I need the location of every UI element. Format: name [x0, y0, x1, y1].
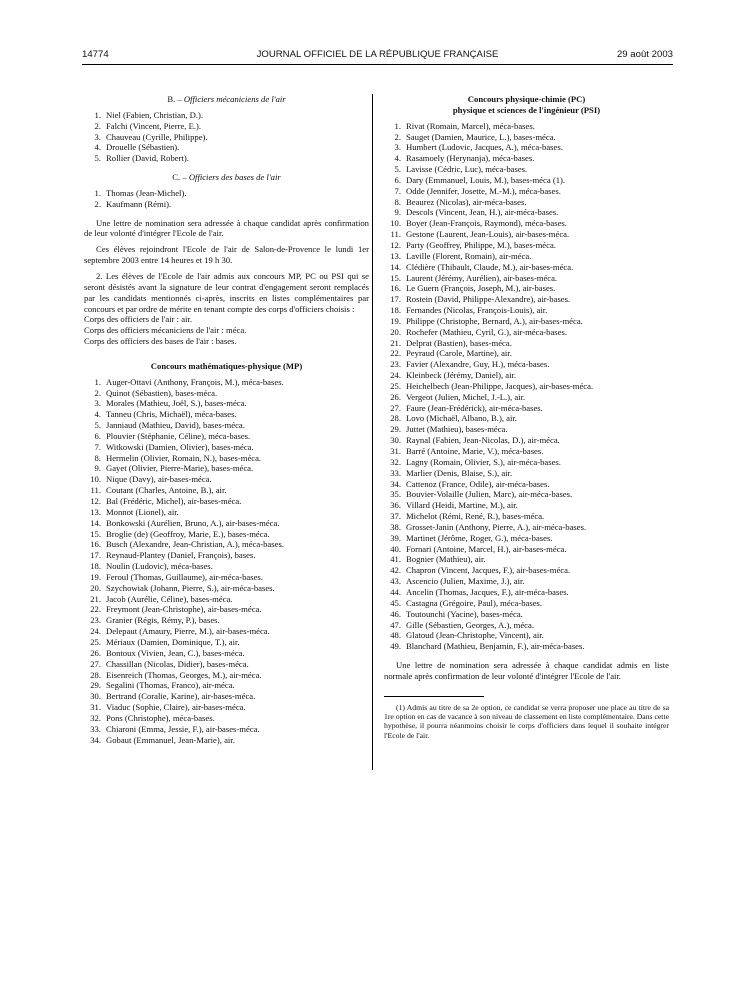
item-number: 3.: [94, 131, 101, 142]
item-number: 33.: [390, 467, 401, 478]
item-number: 35.: [390, 489, 401, 500]
item-text: Falchi (Vincent, Pierre, E.).: [106, 120, 202, 131]
item-text: Mériaux (Damien, Dominique, T.), air.: [106, 636, 240, 647]
list-item: [384, 468, 669, 479]
list-item: [84, 735, 369, 746]
item-text: Fernandes (Nicolas, François-Louis), air.: [406, 305, 548, 316]
item-text: Rasamoely (Herynanja), méca-bases.: [406, 153, 535, 164]
item-text: Ancelin (Thomas, Jacques, F.), air-méca-bases.: [406, 586, 569, 597]
list-item: [84, 615, 369, 626]
item-number: 7.: [94, 441, 101, 452]
item-number: 4.: [94, 142, 101, 153]
pc-title-line1: Concours physique-chimie (PC): [467, 94, 586, 104]
right-column: [384, 94, 669, 740]
list-item: [384, 316, 669, 327]
item-number: 14.: [90, 517, 101, 528]
item-number: 27.: [90, 658, 101, 669]
item-number: 41.: [390, 554, 401, 565]
item-text: Tanneu (Chris, Michaël), méca-bases.: [106, 409, 237, 420]
item-text: Michelot (Rémi, René, R.), bases-méca.: [406, 511, 545, 522]
list-item: [384, 424, 669, 435]
item-text: Cattenoz (France, Odile), air-méca-bases.: [406, 478, 550, 489]
item-number: 23.: [90, 615, 101, 626]
item-text: Delepaut (Amaury, Pierre, M.), air-bases-méca.: [106, 626, 270, 637]
list-item: [384, 413, 669, 424]
list-item: [84, 199, 369, 210]
item-number: 46.: [390, 608, 401, 619]
list-item: [84, 691, 369, 702]
list-item: [384, 132, 669, 143]
list-item: [384, 207, 669, 218]
item-number: 24.: [390, 370, 401, 381]
item-text: Kaufmann (Rémi).: [106, 198, 172, 209]
list-item: [384, 587, 669, 598]
item-number: 20.: [390, 326, 401, 337]
item-number: 3.: [394, 142, 401, 153]
item-text: Kleinbeck (Jérémy, Daniel), air.: [406, 370, 517, 381]
item-text: Bognier (Mathieu), air.: [406, 554, 486, 565]
item-text: Descols (Vincent, Jean, H.), air-méca-bases.: [406, 207, 559, 218]
list-item: [84, 702, 369, 713]
item-number: 31.: [90, 702, 101, 713]
list-item: [84, 626, 369, 637]
list-item: [384, 620, 669, 631]
item-text: Chauveau (Cyrille, Philippe).: [106, 131, 208, 142]
item-text: Laville (Florent, Romain), air-méca.: [406, 250, 532, 261]
item-number: 19.: [90, 571, 101, 582]
list-item: [384, 164, 669, 175]
item-text: Laurent (Jérémy, Aurélien), air-bases-méca.: [406, 272, 558, 283]
list-item: [84, 594, 369, 605]
item-number: 26.: [390, 391, 401, 402]
item-number: 32.: [390, 456, 401, 467]
list-item: [384, 348, 669, 359]
item-number: 11.: [390, 229, 401, 240]
list-item: [84, 659, 369, 670]
list-item: [84, 539, 369, 550]
list-item: [384, 175, 669, 186]
item-text: Humbert (Ludovic, Jacques, A.), méca-bases.: [406, 142, 563, 153]
list-item: [384, 544, 669, 555]
item-number: 13.: [390, 250, 401, 261]
list-item: [84, 518, 369, 529]
item-text: Philippe (Christophe, Bernard, A.), air-bases-méca.: [406, 315, 583, 326]
item-number: 29.: [90, 680, 101, 691]
item-text: Morales (Mathieu, Joël, S.), bases-méca.: [106, 398, 247, 409]
pc-list: [384, 121, 669, 652]
item-number: 6.: [94, 430, 101, 441]
item-text: Rollier (David, Robert).: [106, 153, 189, 164]
footnote-rule: [384, 696, 484, 697]
item-text: Bonkowski (Aurélien, Bruno, A.), air-bases-méca.: [106, 517, 280, 528]
item-text: Gestone (Laurent, Jean-Louis), air-bases-méca.: [406, 229, 570, 240]
item-number: 21.: [390, 337, 401, 348]
item-text: Witkowski (Damien, Olivier), bases-méca.: [106, 441, 254, 452]
item-text: Gobaut (Emmanuel, Jean-Marie), air.: [106, 734, 235, 745]
item-text: Jacob (Aurélie, Céline), bases-méca.: [106, 593, 233, 604]
list-item: [384, 522, 669, 533]
item-number: 49.: [390, 641, 401, 652]
item-text: Bal (Frédéric, Michel), air-bases-méca.: [106, 496, 242, 506]
replacement-paragraph: 2. Les élèves de l'Ecole de l'air admis aux concours MP, PC ou PSI qui se seront désistés avant la signature de leur contrat d'engagement seront remplacés par les candidats mentionnés ci-après, inscrits en listes complémentaires par concours et par ordre de mérite en tenant compte des corps d'officiers choisis :: [84, 270, 369, 314]
list-item: [384, 153, 669, 164]
list-item: [384, 511, 669, 522]
item-text: Drouelle (Sébastien).: [106, 142, 180, 153]
item-number: 24.: [90, 626, 101, 637]
item-number: 10.: [90, 474, 101, 485]
item-number: 45.: [390, 597, 401, 608]
list-item: [384, 446, 669, 457]
item-text: Vergeot (Julien, Michel, J.-L.), air.: [406, 391, 526, 402]
item-text: Villard (Heidi, Martine, M.), air.: [406, 500, 518, 511]
page-header: [82, 49, 673, 63]
item-number: 3.: [94, 398, 101, 409]
list-item: [384, 121, 669, 132]
list-item: [84, 409, 369, 420]
item-text: Noulin (Ludovic), méca-bases.: [106, 561, 213, 572]
item-text: Lagny (Romain, Olivier, S.), air-méca-bases.: [406, 456, 561, 467]
item-number: 4.: [394, 153, 401, 164]
item-text: Bontoux (Vivien, Jean, C.), bases-méca.: [106, 647, 245, 658]
item-number: 28.: [390, 413, 401, 424]
item-text: Sauget (Damien, Maurice, L.), bases-méca.: [406, 131, 556, 142]
list-item: [84, 463, 369, 474]
left-column: [84, 94, 369, 745]
item-number: 1.: [94, 109, 101, 120]
item-text: Hermelin (Olivier, Romain, N.), bases-méca.: [106, 452, 262, 463]
item-text: Busch (Alexandre, Jean-Christian, A.), méca-bases.: [106, 539, 284, 550]
item-text: Dary (Emmanuel, Louis, M.), bases-méca (1).: [406, 174, 566, 185]
list-item: [84, 572, 369, 583]
section-b-list: [84, 110, 369, 164]
item-text: Ascencio (Julien, Maxime, J.), air.: [406, 576, 525, 587]
item-text: Eisenreich (Thomas, Georges, M.), air-méca.: [106, 669, 262, 680]
item-number: 9.: [394, 207, 401, 218]
item-text: Auger-Ottavi (Anthony, François, M.), méca-bases.: [106, 376, 284, 387]
list-item: [384, 359, 669, 370]
item-number: 34.: [90, 734, 101, 745]
list-item: [384, 338, 669, 349]
list-item: [84, 474, 369, 485]
item-number: 14.: [390, 261, 401, 272]
item-text: Peyraud (Carole, Martine), air.: [406, 348, 512, 359]
item-number: 27.: [390, 402, 401, 413]
item-text: Barré (Antoine, Marie, V.), méca-bases.: [406, 446, 544, 456]
list-item: [84, 420, 369, 431]
list-item: [84, 431, 369, 442]
list-item: [384, 370, 669, 381]
item-text: Chassillan (Nicolas, Didier), bases-méca.: [106, 658, 249, 669]
item-text: Rivat (Romain, Marcel), méca-bases.: [406, 120, 535, 131]
item-text: Bertrand (Coralie, Karine), air-bases-méca.: [106, 691, 256, 702]
item-number: 21.: [90, 593, 101, 604]
list-item: [384, 641, 669, 652]
list-item: [384, 262, 669, 273]
list-item: [84, 121, 369, 132]
section-b-title: B. – Officiers mécaniciens de l'air: [167, 94, 286, 104]
item-text: Odde (Jennifer, Josette, M.-M.), méca-bases.: [406, 185, 561, 196]
item-number: 11.: [90, 485, 101, 496]
list-item: [384, 327, 669, 338]
item-text: Segalini (Thomas, Franco), air-méca.: [106, 680, 235, 691]
list-item: [384, 576, 669, 587]
list-item: [84, 485, 369, 496]
item-text: Party (Geoffrey, Philippe, M.), bases-méca.: [406, 239, 556, 250]
item-text: Beaurez (Nicolas), air-méca-bases.: [406, 196, 527, 207]
item-number: 1.: [94, 376, 101, 387]
list-item: [84, 670, 369, 681]
item-text: Toutounchi (Yacine), bases-méca.: [406, 608, 523, 619]
item-text: Lovo (Michaël, Albano, B.), air.: [406, 413, 517, 424]
item-number: 6.: [394, 174, 401, 185]
item-number: 5.: [94, 153, 101, 164]
item-number: 15.: [90, 528, 101, 539]
item-number: 29.: [390, 424, 401, 435]
item-text: Coutant (Charles, Antoine, B.), air.: [106, 485, 227, 496]
pc-title-line2: physique et sciences de l'ingénieur (PSI): [452, 104, 601, 115]
item-text: Thomas (Jean-Michel).: [106, 187, 187, 198]
item-text: Boyer (Jean-François, Raymond), méca-bases.: [406, 218, 567, 229]
list-item: [84, 648, 369, 659]
list-item: [84, 724, 369, 735]
list-item: [384, 598, 669, 609]
item-number: 15.: [390, 272, 401, 283]
list-item: [384, 403, 669, 414]
item-text: Clédière (Thibault, Claude, M.), air-bases-méca.: [406, 261, 574, 272]
item-text: Monnot (Lionel), air.: [106, 506, 179, 517]
list-item: [84, 188, 369, 199]
journal-title: JOURNAL OFFICIEL DE LA RÉPUBLIQUE FRANÇAISE: [256, 49, 499, 60]
list-item: [84, 637, 369, 648]
item-number: 33.: [90, 723, 101, 734]
item-text: Faure (Jean-Frédérick), air-méca-bases.: [406, 402, 543, 413]
item-text: Gille (Sébastien, Georges, A.), méca.: [406, 619, 534, 630]
item-text: Martinet (Jérôme, Roger, G.), méca-bases.: [406, 532, 553, 543]
item-number: 12.: [390, 239, 401, 250]
list-item: [384, 500, 669, 511]
item-number: 38.: [390, 521, 401, 532]
item-number: 9.: [94, 463, 101, 474]
item-number: 43.: [390, 576, 401, 587]
item-number: 1.: [94, 187, 101, 198]
item-number: 34.: [390, 478, 401, 489]
item-text: Grosset-Janin (Anthony, Pierre, A.), air-méca-bases.: [406, 521, 587, 532]
list-item: [84, 453, 369, 464]
list-item: [384, 197, 669, 208]
item-text: Granier (Régis, Rémy, P.), bases.: [106, 615, 220, 626]
item-text: Janniaud (Mathieu, David), bases-méca.: [106, 420, 245, 431]
list-item: [384, 457, 669, 468]
list-item: [84, 550, 369, 561]
list-item: [384, 273, 669, 284]
list-item: [384, 229, 669, 240]
list-item: [84, 680, 369, 691]
corps-lines: [84, 314, 369, 347]
item-text: Chapron (Vincent, Jacques, F.), air-bases-méca.: [406, 565, 571, 576]
item-number: 32.: [90, 712, 101, 723]
item-number: 36.: [390, 500, 401, 511]
list-item: [84, 132, 369, 143]
list-item: [84, 604, 369, 615]
nomination-paragraph: Une lettre de nomination sera adressée à chaque candidat après confirmation de leur volonté d'intégrer l'Ecole de l'air.: [84, 217, 369, 239]
item-text: Glatoud (Jean-Christophe, Vincent), air.: [406, 630, 544, 641]
closing-paragraph: Une lettre de nomination sera adressée à chaque candidat admis en liste normale après confirmation de leur volonté d'intégrer l'Ecole de l'air.: [384, 660, 669, 681]
section-c-list: [84, 188, 369, 210]
item-number: 8.: [94, 452, 101, 463]
item-text: Delprat (Bastien), bases-méca.: [406, 337, 512, 348]
list-item: [384, 240, 669, 251]
list-item: [84, 529, 369, 540]
list-item: [384, 533, 669, 544]
item-number: 42.: [390, 565, 401, 576]
item-text: Szychowiak (Johann, Pierre, S.), air-méca-bases.: [106, 582, 275, 593]
item-number: 2.: [94, 198, 101, 209]
item-number: 25.: [90, 636, 101, 647]
item-number: 30.: [90, 691, 101, 702]
item-text: Pons (Christophe), méca-bases.: [106, 712, 215, 723]
list-item: [84, 142, 369, 153]
item-text: Plouvier (Stéphanie, Céline), méca-bases.: [106, 430, 251, 441]
item-number: 39.: [390, 532, 401, 543]
item-text: Niel (Fabien, Christian, D.).: [106, 109, 204, 120]
item-number: 25.: [390, 380, 401, 391]
item-number: 28.: [90, 669, 101, 680]
section-c-title: C. – Officiers des bases de l'air: [172, 172, 281, 183]
list-item: [384, 381, 669, 392]
item-number: 18.: [390, 305, 401, 316]
item-number: 20.: [90, 582, 101, 593]
list-item: [384, 142, 669, 153]
item-number: 31.: [390, 446, 401, 456]
item-text: Raynal (Fabien, Jean-Nicolas, D.), air-méca.: [406, 435, 560, 446]
list-item: [84, 153, 369, 164]
list-item: [384, 565, 669, 576]
item-number: 19.: [390, 315, 401, 326]
item-number: 47.: [390, 619, 401, 630]
item-number: 17.: [390, 294, 401, 305]
list-item: [84, 442, 369, 453]
header-rule: [82, 64, 673, 65]
list-item: [384, 435, 669, 446]
list-item: [384, 479, 669, 490]
item-number: 8.: [394, 196, 401, 207]
item-text: Juttet (Mathieu), bases-méca.: [406, 424, 508, 435]
item-number: 16.: [390, 283, 401, 294]
page-number: 14774: [82, 49, 109, 60]
item-text: Marlier (Denis, Blaise, S.), air.: [406, 467, 513, 478]
list-item: [384, 218, 669, 229]
list-item: [384, 609, 669, 620]
item-number: 5.: [94, 420, 101, 431]
list-item: [84, 496, 369, 507]
item-number: 22.: [90, 604, 101, 615]
item-number: 17.: [90, 550, 101, 561]
item-number: 13.: [90, 506, 101, 517]
item-number: 10.: [390, 218, 401, 229]
item-text: Rochefer (Mathieu, Cyril, G.), air-méca-bases.: [406, 326, 568, 337]
list-item: [384, 294, 669, 305]
item-text: Freymont (Jean-Christophe), air-bases-méca.: [106, 604, 262, 615]
list-item: [84, 561, 369, 572]
item-text: Broglie (de) (Geoffroy, Marie, E.), bases-méca.: [106, 528, 270, 539]
item-number: 2.: [94, 387, 101, 398]
footnote: (1) Admis au titre de sa 2e option, ce candidat se verra proposer une place au titre de sa 1re option en cas de vacance à son niveau de classement en liste complémentaire. Dans cette hypothèse, il pourra néanmoins choisir le corps d'officiers dans lequel il souhaite intégrer l'Ecole de l'air.: [384, 702, 669, 740]
item-number: 5.: [394, 164, 401, 175]
mp-list: [84, 377, 369, 746]
item-number: 30.: [390, 435, 401, 446]
item-number: 26.: [90, 647, 101, 658]
list-item: [384, 283, 669, 294]
item-text: Heichelbech (Jean-Philippe, Jacques), air-bases-méca.: [406, 380, 594, 391]
item-number: 4.: [94, 409, 101, 420]
item-number: 48.: [390, 630, 401, 641]
item-text: Chiaroni (Emma, Jessie, F.), air-bases-méca.: [106, 723, 260, 734]
item-text: Bouvier-Volaille (Julien, Marc), air-méca-bases.: [406, 489, 573, 500]
list-item: [84, 583, 369, 594]
column-divider: [372, 94, 373, 770]
item-number: 7.: [394, 185, 401, 196]
item-number: 16.: [90, 539, 101, 550]
list-item: [384, 630, 669, 641]
list-item: [384, 392, 669, 403]
list-item: [84, 388, 369, 399]
item-text: Lavisse (Cédric, Luc), méca-bases.: [406, 164, 528, 175]
item-number: 23.: [390, 359, 401, 370]
item-number: 1.: [394, 120, 401, 131]
list-item: [384, 186, 669, 197]
item-text: Feroul (Thomas, Guillaume), air-méca-bases.: [106, 571, 263, 582]
list-item: [84, 713, 369, 724]
corps-line: Corps des officiers des bases de l'air : bases.: [84, 336, 237, 347]
item-number: 2.: [394, 131, 401, 142]
list-item: [84, 507, 369, 518]
item-text: Favier (Alexandre, Guy, H.), méca-bases.: [406, 359, 550, 370]
item-text: Nique (Davy), air-bases-méca.: [106, 474, 212, 485]
list-item: [384, 305, 669, 316]
list-item: [84, 377, 369, 388]
corps-line: Corps des officiers mécaniciens de l'air : méca.: [84, 325, 247, 336]
item-text: Quinot (Sébastien), bases-méca.: [106, 387, 218, 398]
item-text: Blanchard (Mathieu, Benjamin, F.), air-méca-bases.: [406, 641, 585, 652]
item-text: Le Guern (François, Joseph, M.), air-bases.: [406, 283, 556, 294]
item-text: Rostein (David, Philippe-Alexandre), air-bases.: [406, 294, 571, 305]
item-text: Viaduc (Sophie, Claire), air-bases-méca.: [106, 702, 246, 713]
list-item: [384, 554, 669, 565]
item-number: 2.: [94, 120, 101, 131]
item-number: 44.: [390, 586, 401, 597]
item-number: 18.: [90, 561, 101, 572]
item-number: 40.: [390, 543, 401, 554]
item-number: 22.: [390, 348, 401, 359]
item-text: Castagna (Grégoire, Paul), méca-bases.: [406, 597, 543, 608]
item-number: 12.: [90, 496, 101, 506]
item-number: 37.: [390, 511, 401, 522]
mp-title: Concours mathématiques-physique (MP): [150, 360, 303, 371]
item-text: Gayet (Olivier, Pierre-Marie), bases-méca.: [106, 463, 254, 474]
arrival-paragraph: Ces élèves rejoindront l'Ecole de l'air de Salon-de-Provence le lundi 1er septembre 2003 entre 14 heures et 19 h 30.: [84, 244, 369, 266]
list-item: [84, 398, 369, 409]
publication-date: 29 août 2003: [616, 49, 673, 60]
list-item: [384, 251, 669, 262]
item-text: Fornari (Antoine, Marcel, H.), air-bases-méca.: [406, 543, 567, 554]
list-item: [84, 110, 369, 121]
list-item: [384, 489, 669, 500]
corps-line: Corps des officiers de l'air : air.: [84, 314, 192, 325]
item-text: Reynaud-Plantey (Daniel, François), bases.: [106, 550, 256, 561]
